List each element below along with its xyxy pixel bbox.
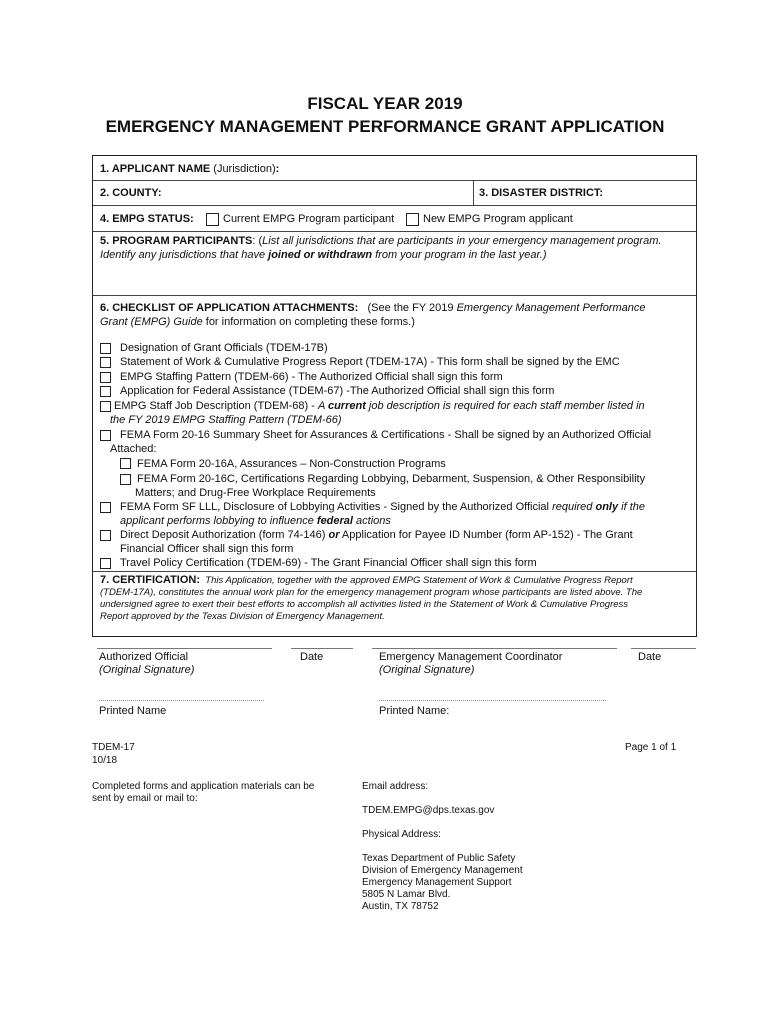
- checklist-item: EMPG Staffing Pattern (TDEM-66) - The Authorized Official shall sign this form: [120, 371, 503, 383]
- divider: [93, 180, 696, 181]
- disaster-district-label: 3. DISASTER DISTRICT:: [479, 187, 604, 199]
- page-number: Page 1 of 1: [625, 742, 677, 753]
- empg-status-label: 4. EMPG STATUS:: [100, 213, 194, 225]
- checklist-item: Travel Policy Certification (TDEM-69) - The Grant Financial Officer shall sign this form: [120, 557, 537, 569]
- form-title: EMERGENCY MANAGEMENT PERFORMANCE GRANT APPLICATION: [105, 117, 665, 136]
- checklist-checkbox[interactable]: [100, 430, 111, 441]
- checklist-item: Application for Federal Assistance (TDEM-67) -The Authorized Official shall sign this form: [120, 385, 555, 397]
- checklist-sub-item: FEMA Form 20-16C, Certifications Regarding Lobbying, Debarment, Suspension, & Other Responsibility: [137, 473, 646, 485]
- checklist-sub-checkbox[interactable]: [120, 474, 131, 485]
- divider: [93, 295, 696, 296]
- address-line: Division of Emergency Management: [362, 865, 523, 876]
- physical-address-label: Physical Address:: [362, 829, 441, 840]
- new-applicant-checkbox[interactable]: [406, 213, 419, 226]
- checklist-item-continued: Financial Officer shall sign this form: [120, 543, 294, 555]
- address-line: Austin, TX 78752: [362, 901, 439, 912]
- current-participant-label: Current EMPG Program participant: [223, 213, 395, 225]
- address-line: 5805 N Lamar Blvd.: [362, 889, 451, 900]
- date-line[interactable]: [291, 648, 353, 649]
- checklist-checkbox[interactable]: [100, 386, 111, 397]
- form-revision-date: 10/18: [92, 755, 118, 766]
- certification-text: Report approved by the Texas Division of Emergency Management.: [100, 611, 385, 622]
- certification-text: (TDEM-17A), constitutes the annual work plan for the emergency management program whose participants are listed above. The: [100, 587, 643, 598]
- original-signature-label: (Original Signature): [99, 664, 195, 676]
- emc-label: Emergency Management Coordinator: [379, 651, 563, 663]
- checklist-checkbox[interactable]: [100, 530, 111, 541]
- attachments-intro: Grant (EMPG) Guide for information on completing these forms.): [100, 316, 415, 328]
- application-form: [92, 155, 697, 637]
- date-label: Date: [300, 651, 324, 663]
- certification-text: 7. CERTIFICATION: This Application, together with the approved EMPG Statement of Work & Cumulative Progress Report: [100, 574, 633, 586]
- checklist-checkbox[interactable]: [100, 372, 111, 383]
- authorized-official-label: Authorized Official: [99, 651, 189, 663]
- program-participants-text: 5. PROGRAM PARTICIPANTS: (List all jurisdictions that are participants in your emergency management program.: [100, 235, 662, 247]
- address-line: Emergency Management Support: [362, 877, 512, 888]
- checklist-checkbox[interactable]: [100, 502, 111, 513]
- printed-name-label: Printed Name: [99, 705, 167, 717]
- checklist-item-continued: applicant performs lobbying to influence federal actions: [120, 515, 391, 527]
- checklist-item: FEMA Form SF LLL, Disclosure of Lobbying Activities - Signed by the Authorized Official required only if the: [120, 501, 646, 513]
- original-signature-label: (Original Signature): [379, 664, 475, 676]
- divider: [93, 571, 696, 572]
- checklist-item: Statement of Work & Cumulative Progress Report (TDEM-17A) - This form shall be signed by the EMC: [120, 356, 620, 368]
- address-line: Texas Department of Public Safety: [362, 853, 516, 864]
- form-id: TDEM-17: [92, 742, 135, 753]
- checklist-item: Designation of Grant Officials (TDEM-17B): [120, 342, 328, 354]
- checklist-item-continued: the FY 2019 EMPG Staffing Pattern (TDEM-66): [110, 414, 342, 426]
- authorized-signature-line[interactable]: [97, 648, 272, 649]
- checklist-item: FEMA Form 20-16 Summary Sheet for Assurances & Certifications - Shall be signed by an Authorized Official: [120, 429, 652, 441]
- emc-signature-line[interactable]: [372, 648, 617, 649]
- printed-name-line[interactable]: [379, 700, 606, 701]
- checklist-checkbox[interactable]: [100, 558, 111, 569]
- divider: [93, 205, 696, 206]
- checklist-checkbox[interactable]: [100, 357, 111, 368]
- checklist-sub-checkbox[interactable]: [120, 458, 131, 469]
- checklist-attached-label: Attached:: [110, 443, 157, 455]
- checklist-item: EMPG Staff Job Description (TDEM-68) - A current job description is required for each staff member listed in: [114, 400, 645, 412]
- submission-note: Completed forms and application materials can be: [92, 781, 315, 792]
- new-applicant-label: New EMPG Program applicant: [423, 213, 573, 225]
- email-address[interactable]: TDEM.EMPG@dps.texas.gov: [362, 805, 495, 816]
- checklist-sub-item: FEMA Form 20-16A, Assurances – Non-Construction Programs: [137, 458, 446, 470]
- divider: [473, 180, 474, 205]
- form-title-year: FISCAL YEAR 2019: [307, 94, 463, 113]
- divider: [93, 231, 696, 232]
- checklist-checkbox[interactable]: [100, 343, 111, 354]
- printed-name-label: Printed Name:: [379, 705, 450, 717]
- date-line[interactable]: [631, 648, 696, 649]
- applicant-name-label: 1. APPLICANT NAME (Jurisdiction):: [100, 163, 280, 175]
- attachments-heading: 6. CHECKLIST OF APPLICATION ATTACHMENTS: (See the FY 2019 Emergency Management Performance: [100, 302, 646, 314]
- email-label: Email address:: [362, 781, 429, 792]
- checklist-checkbox[interactable]: [100, 401, 111, 412]
- submission-note: sent by email or mail to:: [92, 793, 198, 804]
- date-label: Date: [638, 651, 662, 663]
- checklist-sub-item-continued: Matters; and Drug-Free Workplace Requirements: [135, 487, 376, 499]
- printed-name-line[interactable]: [99, 700, 264, 701]
- certification-text: undersigned agree to exert their best efforts to accomplish all activities listed in the Statement of Work & Cumulative Progress: [100, 599, 629, 610]
- current-participant-checkbox[interactable]: [206, 213, 219, 226]
- checklist-item: Direct Deposit Authorization (form 74-146) or Application for Payee ID Number (form AP-152) - The Grant: [120, 529, 633, 541]
- county-label: 2. COUNTY:: [100, 187, 162, 199]
- program-participants-note: Identify any jurisdictions that have joined or withdrawn from your program in the last year.): [100, 249, 547, 261]
